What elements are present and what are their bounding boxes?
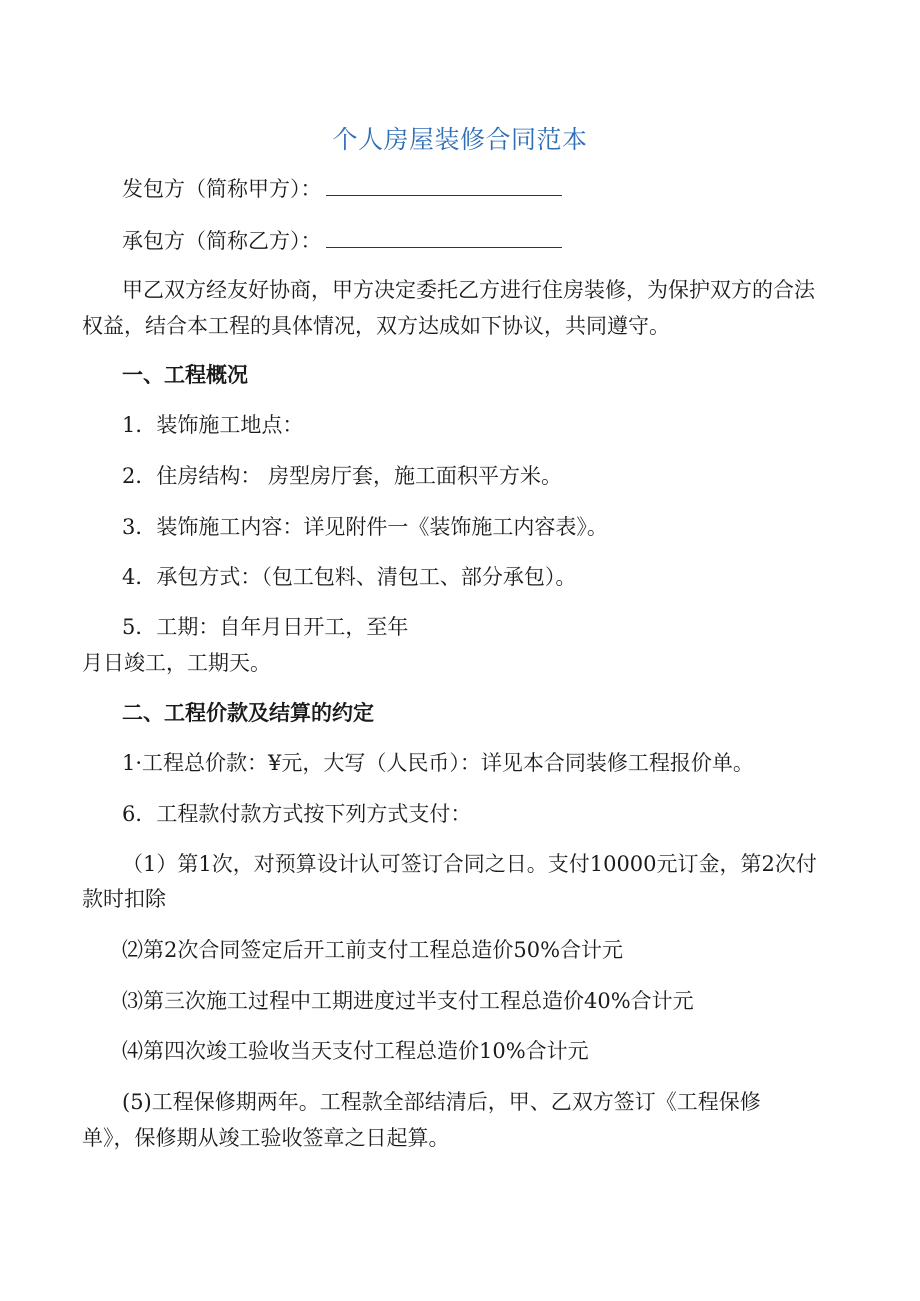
payment-1-line-1: （1）第1次，对预算设计认可签订合同之日。支付10000元订金，第2次付: [122, 852, 817, 876]
party-a-blank: [326, 177, 562, 196]
payment-intro: 6．工程款付款方式按下列方式支付：: [122, 802, 472, 826]
warranty-line-1: (5)工程保修期两年。工程款全部结清后，甲、乙双方签订《工程保修: [122, 1090, 761, 1114]
party-a-line: [122, 174, 562, 204]
payment-2: ⑵第2次合同签定后开工前支付工程总造价50%合计元: [122, 938, 624, 962]
section-1-item-5: 5．工期：自年月日开工，至年: [122, 615, 409, 639]
party-b-line: [122, 226, 562, 256]
payment-4: ⑷第四次竣工验收当天支付工程总造价10%合计元: [122, 1039, 589, 1063]
warranty-line-2: 单》，保修期从竣工验收签章之日起算。: [82, 1126, 450, 1150]
section-1-item-2: 2．住房结构： 房型房厅套，施工面积平方米。: [122, 464, 563, 488]
section-1-item-4: 4．承包方式：（包工包料、清包工、部分承包）。: [122, 565, 577, 589]
section-1-item-3: 3．装饰施工内容：详见附件一《装饰施工内容表》。: [122, 515, 608, 539]
total-price-clause: 1·工程总价款：¥元，大写（人民币）：详见本合同装修工程报价单。: [122, 751, 754, 775]
section-2-heading: 二、工程价款及结算的约定: [122, 701, 374, 725]
document-title: 个人房屋装修合同范本: [332, 125, 588, 154]
intro-line-2: 权益，结合本工程的具体情况，双方达成如下协议，共同遵守。: [82, 314, 670, 338]
section-1-item-5-continued: 月日竣工，工期天。: [82, 651, 271, 675]
party-a-label: 发包方（简称甲方）：: [122, 177, 322, 201]
party-b-label: 承包方（简称乙方）：: [122, 229, 322, 253]
section-1-item-1: 1．装饰施工地点：: [122, 413, 304, 437]
party-b-blank: [326, 229, 562, 248]
intro-line-1: 甲乙双方经友好协商，甲方决定委托乙方进行住房装修，为保护双方的合法: [122, 278, 815, 302]
payment-3: ⑶第三次施工过程中工期进度过半支付工程总造价40%合计元: [122, 989, 694, 1013]
section-1-heading: 一、工程概况: [122, 363, 248, 387]
payment-1-line-2: 款时扣除: [82, 887, 166, 911]
